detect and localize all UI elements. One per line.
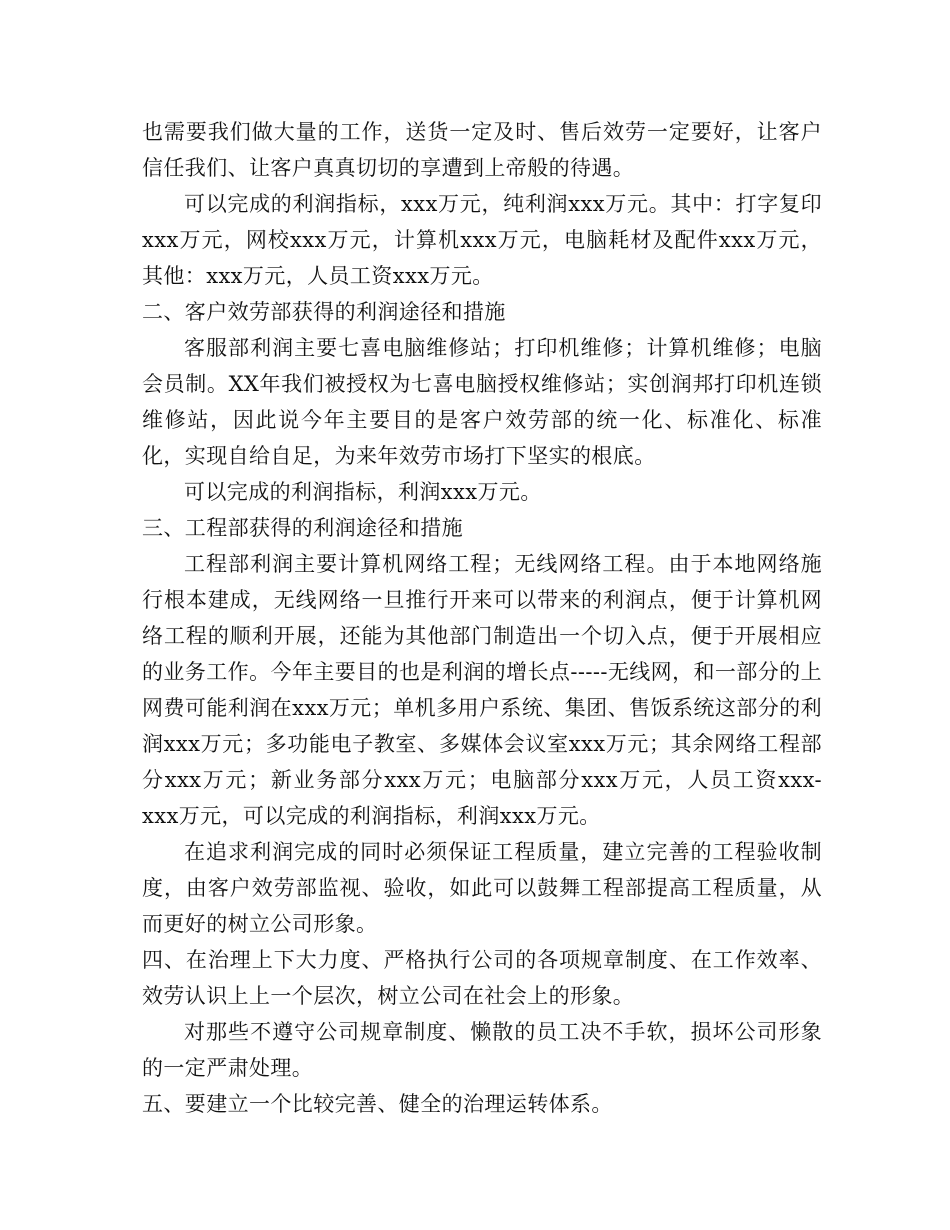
paragraph-engineering: 工程部利润主要计算机网络工程；无线网络工程。由于本地网络施行根本建成，无线网络一旦推行开来可以带来的利润点，便于计算机网络工程的顺利开展，还能为其他部门制造出一个切入点，便于开展相应的业务工作。今年主要目的也是利润的增长点-----无线网，和一部分的上网费可能利润在xxx万元；单机多用户系统、集团、售饭系统这部分的利润xxx万元；多功能电子教室、多媒体会议室xxx万元；其余网络工程部分xxx万元；新业务部分xxx万元；电脑部分xxx万元，人员工资xxx-xxx万元，可以完成的利润指标，利润xxx万元。 — [142, 552, 822, 828]
section-heading-2: 二、客户效劳部获得的利润途径和措施 — [142, 300, 506, 324]
document-body — [142, 114, 822, 1122]
paragraph-profit-target-2: 可以完成的利润指标，利润xxx万元。 — [184, 480, 542, 504]
paragraph-profit-target-1: 可以完成的利润指标，xxx万元，纯利润xxx万元。其中：打字复印xxx万元，网校xxx万元，计算机xxx万元，电脑耗材及配件xxx万元，其他：xxx万元，人员工资xxx万元。 — [142, 192, 822, 288]
paragraph-discipline: 对那些不遵守公司规章制度、懒散的员工决不手软，损坏公司形象的一定严肃处理。 — [142, 1020, 822, 1080]
paragraph-quality: 在追求利润完成的同时必须保证工程质量，建立完善的工程验收制度，由客户效劳部监视、验收，如此可以鼓舞工程部提高工程质量，从而更好的树立公司形象。 — [142, 840, 822, 936]
section-heading-4: 四、在治理上下大力度、严格执行公司的各项规章制度、在工作效率、效劳认识上上一个层次，树立公司在社会上的形象。 — [142, 948, 822, 1008]
section-heading-3: 三、工程部获得的利润途径和措施 — [142, 516, 463, 540]
section-heading-5: 五、要建立一个比较完善、健全的治理运转体系。 — [142, 1092, 613, 1116]
paragraph-continuation: 也需要我们做大量的工作，送货一定及时、售后效劳一定要好，让客户信任我们、让客户真真切切的享遭到上帝般的待遇。 — [142, 120, 822, 180]
paragraph-customer-service: 客服部利润主要七喜电脑维修站；打印机维修；计算机维修；电脑会员制。XX年我们被授权为七喜电脑授权维修站；实创润邦打印机连锁维修站，因此说今年主要目的是客户效劳部的统一化、标准化、标准化，实现自给自足，为来年效劳市场打下坚实的根底。 — [142, 336, 822, 468]
